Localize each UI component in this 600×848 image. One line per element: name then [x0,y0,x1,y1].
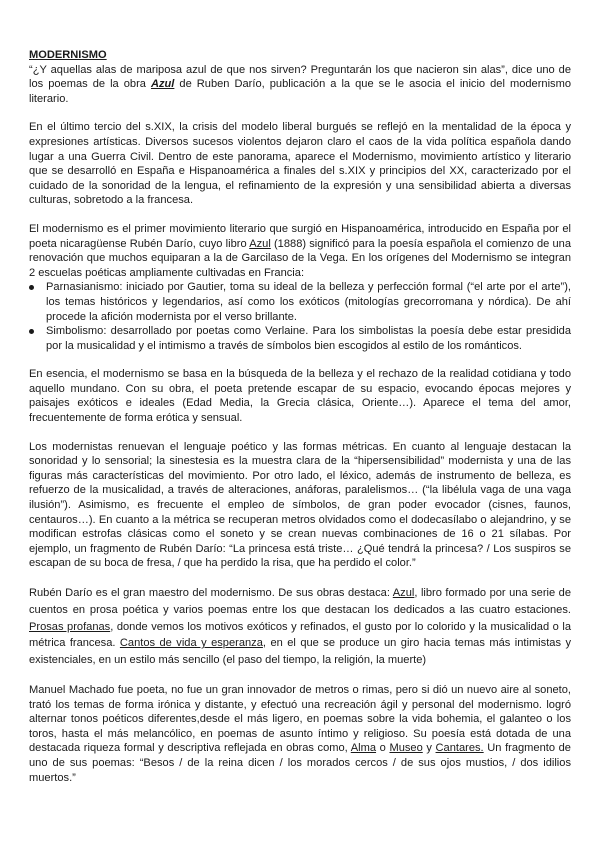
list-item: Parnasianismo: iniciado por Gautier, toma su ideal de la belleza y perfección formal (“el arte por el arte”), los temas históricos y legendarios, así como los exóticos (mitologías grecorromana y nórdica). De ahí procede la afición modernista por el verso brillante. [29,280,571,324]
list-item: Simbolismo: desarrollado por poetas como Verlaine. Para los simbolistas la poesía debe estar presidida por la musicalidad y el intimismo a través de símbolos bien escogidos al estilo de los románticos. [29,324,571,353]
azul-title: Azul [150,78,175,91]
machado-paragraph: Manuel Machado fue poeta, no fue un gran innovador de metros o rimas, pero si dió un nuevo aire al soneto, trató los temas de forma irónica y distante, y efectuó una recreación ágil y personal del modernismo. logró alternar tonos poéticos diferentes,desde el más ligero, en poemas sobre la vida bohemia, el galanteo o los toros, hasta el más melancólico, en poemas de asunto íntimo y religioso. Su poesía está dotada de una destacada riqueza formal y descriptiva reflejada en obras como, Alma o Museo y Cantares. Un fragmento de uno de sus poemas: “Besos / de la reina dicen / los morados cercos / de sus ojos mustios, / dos idilios muertos.” [29,683,571,784]
language-paragraph: Los modernistas renuevan el lenguaje poético y las formas métricas. En cuanto al lenguaje destacan la sonoridad y lo sensorial; la sinestesia es la muestra clara de la “hipersensibilidad” modernista y una de las figuras más características del movimiento. Por otro lado, el léxico, además de instrumento de belleza, es refuerzo de la musicalidad, a través de alteraciones, anáforas, paralelismos… (“la libélula vaga de una vaga ilusión”). Asimismo, es frecuente el empleo de símbolos, de gran poder evocador (cisnes, faunos, centauros…). En cuanto a la métrica se recuperan metros olvidados como el dodecasílabo o alejandrino, y se modifican estrofas clásicas como el soneto y se crean nuevas combinaciones de 16 o 21 sílabas. Por ejemplo, un fragmento de Rubén Darío: “La princesa está triste… ¿Qué tendrá la princesa? / Los suspiros se escapan de su boca de fresa, / que ha perdido la risa, que ha perdido el color.” [29,440,571,570]
cantares-title: Cantares. [435,742,484,755]
context-paragraph: En el último tercio del s.XIX, la crisis del modelo liberal burgués se reflejó en la mentalidad de la época y expresiones artísticas. Diversos sucesos violentos dejaron claro el caos de la vida política española dando lugar a una Guerra Civil. Dentro de este panorama, aparece el Modernismo, movimiento artístico y literario que se desarrolló en España e Hispanoamérica a finales del s.XIX y principios del XX, caracterizado por el cuidado de la sonoridad de la lengua, el refinamiento de la expresión y una sensibilidad abierta a diversas culturas, sobretodo a la francesa. [29,121,571,207]
azul-title: Azul [392,587,415,599]
cantos-title: Cantos de vida y esperanza [119,637,263,650]
schools-list [29,280,571,353]
essence-paragraph: En esencia, el modernismo se basa en la búsqueda de la belleza y el rechazo de la realidad cotidiana y todo aquello mundano. Con su obra, el poeta pretende escapar de su espacio, evocando épocas mejores y paisajes exóticos e ideales (Edad Media, la Grecia clásica, Oriente…). Aparece el tema del amor, frecuentemente de forma erótica y sensual. [29,368,571,425]
document-title: MODERNISMO [29,49,107,61]
azul-title: Azul [249,237,271,250]
bullet-icon [29,285,34,290]
dario-paragraph: Rubén Darío es el gran maestro del modernismo. De sus obras destaca: Azul, libro formado por una serie de cuentos en prosa poética y varios poemas entre los que destacan los dedicados a las cuatro estaciones. Prosas profanas, donde vemos los motivos exóticos y refinados, el gusto por lo colorido y la musicalidad o la métrica francesa. Cantos de vida y esperanza, en el que se produce un giro hacia temas más intimistas y existenciales, en un estilo más sencillo (el paso del tiempo, la religión, la muerte) [29,587,571,667]
alma-title: Alma [350,742,377,755]
intro-paragraph: “¿Y aquellas alas de mariposa azul de que nos sirven? Preguntarán los que nacieron sin alas”, dice uno de los poemas de la obra Azul de Ruben Darío, publicación a la que se le asocia el inicio del modernismo literario. [29,63,571,105]
bullet-icon [29,329,34,334]
prosas-profanas-title: Prosas profanas [29,620,111,633]
origins-paragraph: El modernismo es el primer movimiento literario que surgió en Hispanoamérica, introducido en España por el poeta nicaragüense Rubén Darío, cuyo libro Azul (1888) significó para la poesía española el comienzo de una renovación que muchos equiparan a la de Garcilaso de la Vega. En los orígenes del Modernismo se integran 2 escuelas poéticas ampliamente cultivadas en Francia: [29,222,571,279]
museo-title: Museo [389,742,423,755]
